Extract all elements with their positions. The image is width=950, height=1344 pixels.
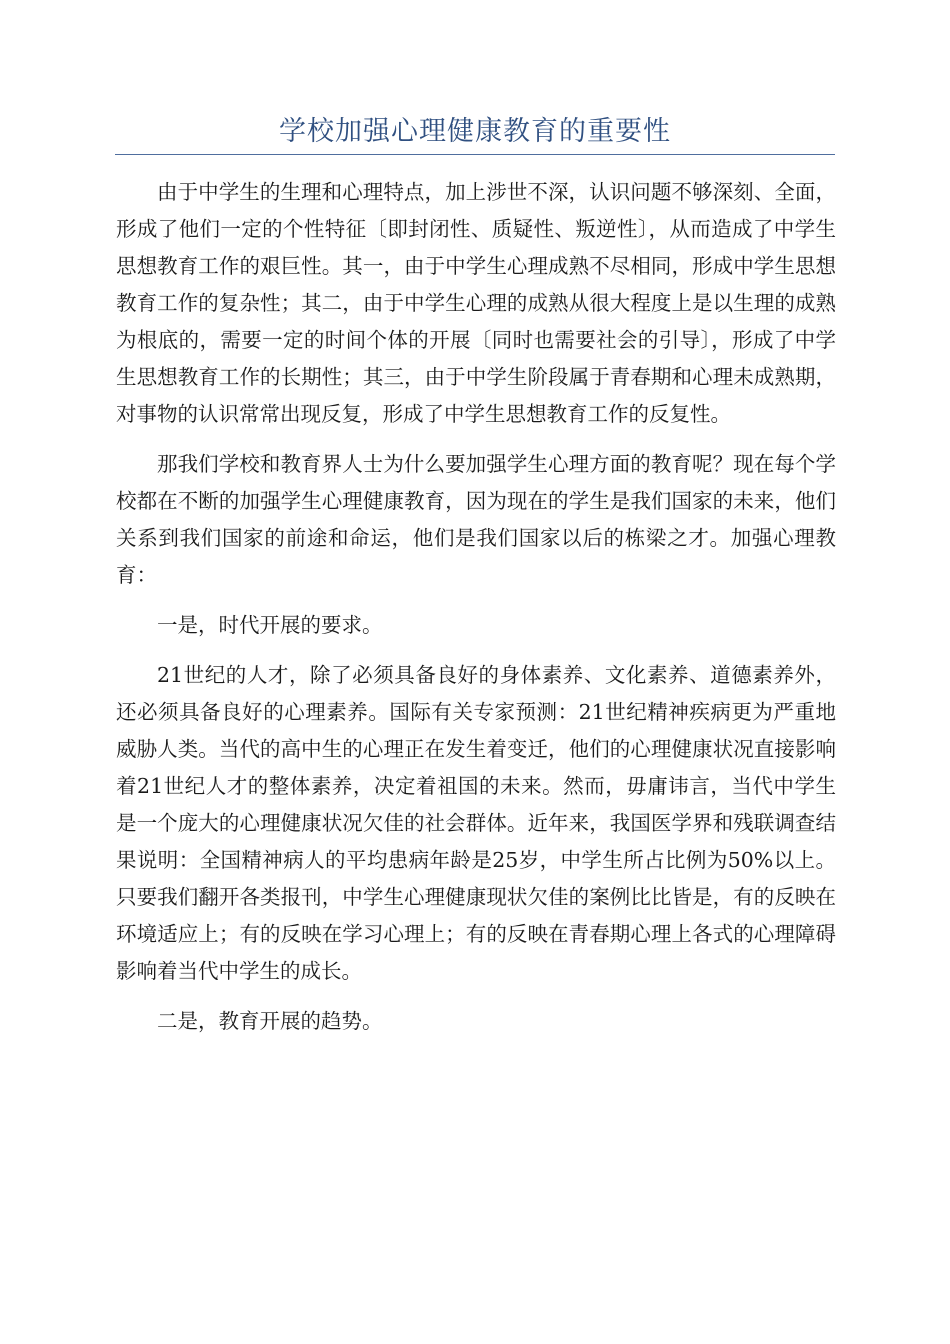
paragraph-point-two: 二是，教育开展的趋势。 <box>157 1009 383 1033</box>
document-title: 学校加强心理健康教育的重要性 <box>279 116 671 147</box>
paragraph-point-one: 一是，时代开展的要求。 <box>157 613 383 637</box>
document-body <box>116 174 836 1053</box>
paragraph-question: 那我们学校和教育界人士为什么要加强学生心理方面的教育呢？现在每个学校都在不断的加强学生心理健康教育，因为现在的学生是我们国家的未来，他们关系到我们国家的前途和命运，他们是我们国家以后的栋梁之才。加强心理教育： <box>116 452 836 587</box>
paragraph-21st-century: 21世纪的人才，除了必须具备良好的身体素养、文化素养、道德素养外，还必须具备良好的心理素养。国际有关专家预测：21世纪精神疾病更为严重地威胁人类。当代的高中生的心理正在发生着变迁，他们的心理健康状况直接影响着21世纪人才的整体素养，决定着祖国的未来。然而，毋庸讳言，当代中学生是一个庞大的心理健康状况欠佳的社会群体。近年来，我国医学界和残联调查结果说明：全国精神病人的平均患病年龄是25岁，中学生所占比例为50%以上。只要我们翻开各类报刊，中学生心理健康现状欠佳的案例比比皆是，有的反映在环境适应上；有的反映在学习心理上；有的反映在青春期心理上各式的心理障碍影响着当代中学生的成长。 <box>116 663 836 983</box>
paragraph-intro: 由于中学生的生理和心理特点，加上涉世不深，认识问题不够深刻、全面，形成了他们一定的个性特征〔即封闭性、质疑性、叛逆性〕，从而造成了中学生思想教育工作的艰巨性。其一，由于中学生心理成熟不尽相同，形成中学生思想教育工作的复杂性；其二，由于中学生心理的成熟从很大程度上是以生理的成熟为根底的，需要一定的时间个体的开展〔同时也需要社会的引导〕，形成了中学生思想教育工作的长期性；其三，由于中学生阶段属于青春期和心理未成熟期，对事物的认识常常出现反复，形成了中学生思想教育工作的反复性。 <box>116 180 836 426</box>
title-underline <box>115 154 835 155</box>
